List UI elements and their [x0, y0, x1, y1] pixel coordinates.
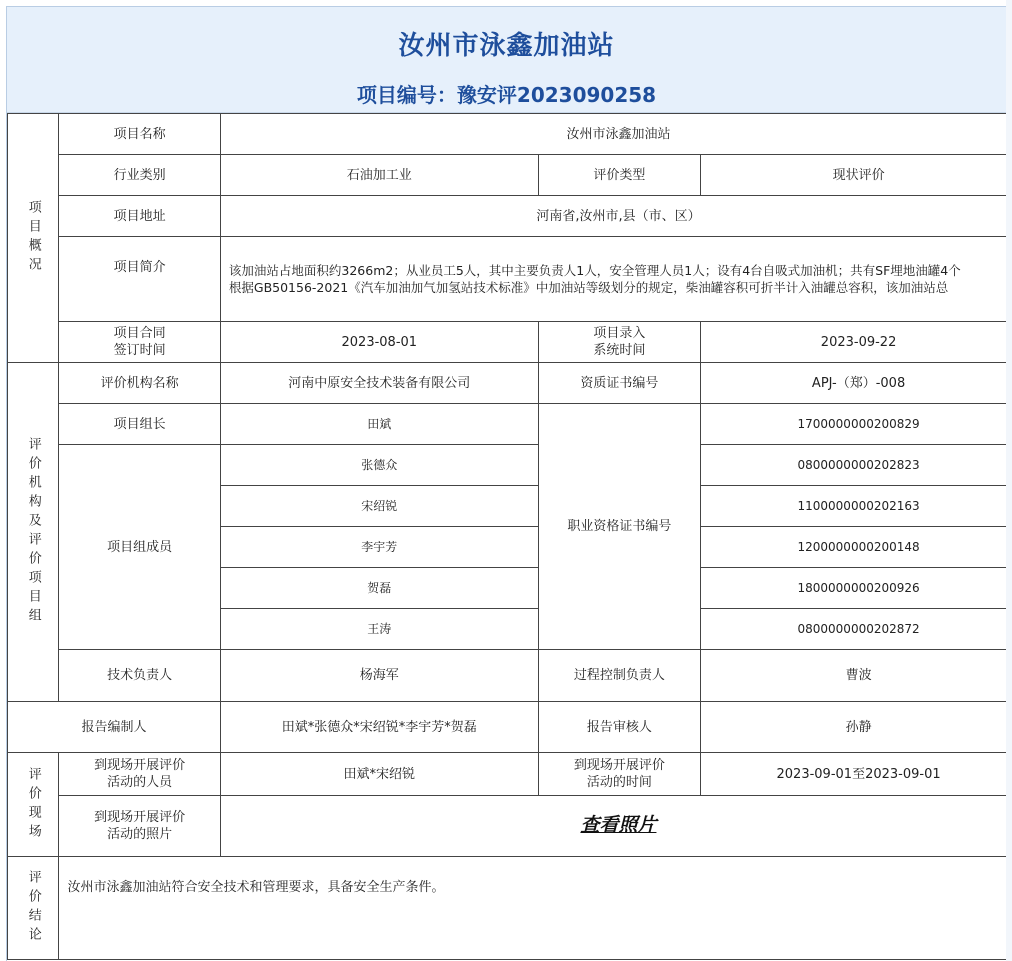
member-name: 张德众 [220, 445, 538, 486]
site-time-label [538, 753, 700, 796]
report-frame [6, 6, 1006, 961]
section-overview-label: 项目概况 [8, 114, 59, 363]
project-info-table [7, 113, 1006, 960]
report-reviewer-label: 报告审核人 [538, 702, 700, 753]
intro-line-1: 该加油站占地面积约3266m2；从业员工5人，其中主要负责人1人，安全管理人员1人；设有4台自吸式加油机；共有SF埋地油罐4个 [228, 263, 961, 278]
section-agency-label: 评价机构及评价项目组 [8, 363, 59, 702]
table-row [8, 796, 1007, 857]
site-photo-label [59, 796, 220, 857]
site-people-value: 田斌*宋绍锐 [220, 753, 538, 796]
entry-label-line-1: 项目录入 [593, 326, 646, 341]
member-cert: 1800000000200926 [701, 568, 1006, 609]
page-header [7, 7, 1006, 113]
section-site-label: 评价现场 [8, 753, 59, 857]
project-code: 项目编号：豫安评2023090258 [356, 83, 657, 107]
table-row [8, 702, 1007, 753]
address-value: 河南省,汝州市,县（市、区） [220, 196, 1006, 237]
site-time-label-line-1: 到现场开展评价 [573, 758, 665, 773]
process-lead-value: 曹波 [701, 650, 1006, 702]
site-people-label-line-2: 活动的人员 [107, 775, 173, 790]
contract-time-label [59, 322, 220, 363]
eval-type-value: 现状评价 [701, 155, 1006, 196]
member-name: 王涛 [220, 609, 538, 650]
table-row [8, 363, 1007, 404]
table-row [8, 445, 1007, 486]
table-row [8, 114, 1007, 155]
report-reviewer-value: 孙静 [701, 702, 1006, 753]
eval-type-label: 评价类型 [538, 155, 700, 196]
address-label: 项目地址 [59, 196, 220, 237]
cert-no-label: 资质证书编号 [538, 363, 700, 404]
members-label: 项目组成员 [59, 445, 220, 650]
site-people-label-line-1: 到现场开展评价 [94, 758, 186, 773]
table-row [8, 753, 1007, 796]
leader-name: 田斌 [220, 404, 538, 445]
tech-lead-value: 杨海军 [220, 650, 538, 702]
report-author-value: 田斌*张德众*宋绍锐*李宇芳*贺磊 [220, 702, 538, 753]
member-cert: 1100000000202163 [701, 486, 1006, 527]
cert-no-value: APJ-（郑）-008 [701, 363, 1006, 404]
site-people-label [59, 753, 220, 796]
entry-label-line-2: 系统时间 [593, 343, 646, 358]
table-row [8, 155, 1007, 196]
industry-label: 行业类别 [59, 155, 220, 196]
tech-lead-label: 技术负责人 [59, 650, 220, 702]
table-row [8, 322, 1007, 363]
member-cert: 0800000000202872 [701, 609, 1006, 650]
leader-cert: 1700000000200829 [701, 404, 1006, 445]
contract-label-line-2: 签订时间 [113, 343, 166, 358]
view-photos-link[interactable]: 查看照片 [580, 813, 657, 836]
member-cert: 1200000000200148 [701, 527, 1006, 568]
industry-value: 石油加工业 [220, 155, 538, 196]
leader-label: 项目组长 [59, 404, 220, 445]
report-author-label: 报告编制人 [8, 702, 221, 753]
member-name: 李宇芳 [220, 527, 538, 568]
intro-value [220, 237, 1006, 322]
qualification-label: 职业资格证书编号 [538, 404, 700, 650]
entry-time-label [538, 322, 700, 363]
site-time-label-line-2: 活动的时间 [586, 775, 652, 790]
site-photo-label-line-1: 到现场开展评价 [94, 810, 186, 825]
org-name-value: 河南中原安全技术装备有限公司 [220, 363, 538, 404]
site-time-value: 2023-09-01至2023-09-01 [701, 753, 1006, 796]
table-row [8, 237, 1007, 322]
section-conclusion-label: 评价结论 [8, 857, 59, 960]
member-cert: 0800000000202823 [701, 445, 1006, 486]
site-photo-cell [220, 796, 1006, 857]
contract-time-value: 2023-08-01 [220, 322, 538, 363]
table-row [8, 196, 1007, 237]
intro-line-2: 根据GB50156-2021《汽车加油加气加氢站技术标准》中加油站等级划分的规定，柴油罐容积可折半计入油罐总容积，该加油站总 [228, 280, 949, 295]
contract-label-line-1: 项目合同 [113, 326, 166, 341]
org-name-label: 评价机构名称 [59, 363, 220, 404]
entry-time-value: 2023-09-22 [701, 322, 1006, 363]
member-name: 宋绍锐 [220, 486, 538, 527]
table-row [8, 404, 1007, 445]
conclusion-text: 汝州市泳鑫加油站符合安全技术和管理要求，具备安全生产条件。 [59, 857, 1006, 960]
member-name: 贺磊 [220, 568, 538, 609]
scrollbar-track[interactable] [1006, 0, 1012, 961]
table-row [8, 857, 1007, 960]
project-name-value: 汝州市泳鑫加油站 [220, 114, 1006, 155]
table-row [8, 650, 1007, 702]
site-photo-label-line-2: 活动的照片 [107, 827, 173, 842]
intro-label: 项目简介 [59, 237, 220, 322]
project-name-label: 项目名称 [59, 114, 220, 155]
page-title: 汝州市泳鑫加油站 [398, 31, 615, 61]
process-lead-label: 过程控制负责人 [538, 650, 700, 702]
